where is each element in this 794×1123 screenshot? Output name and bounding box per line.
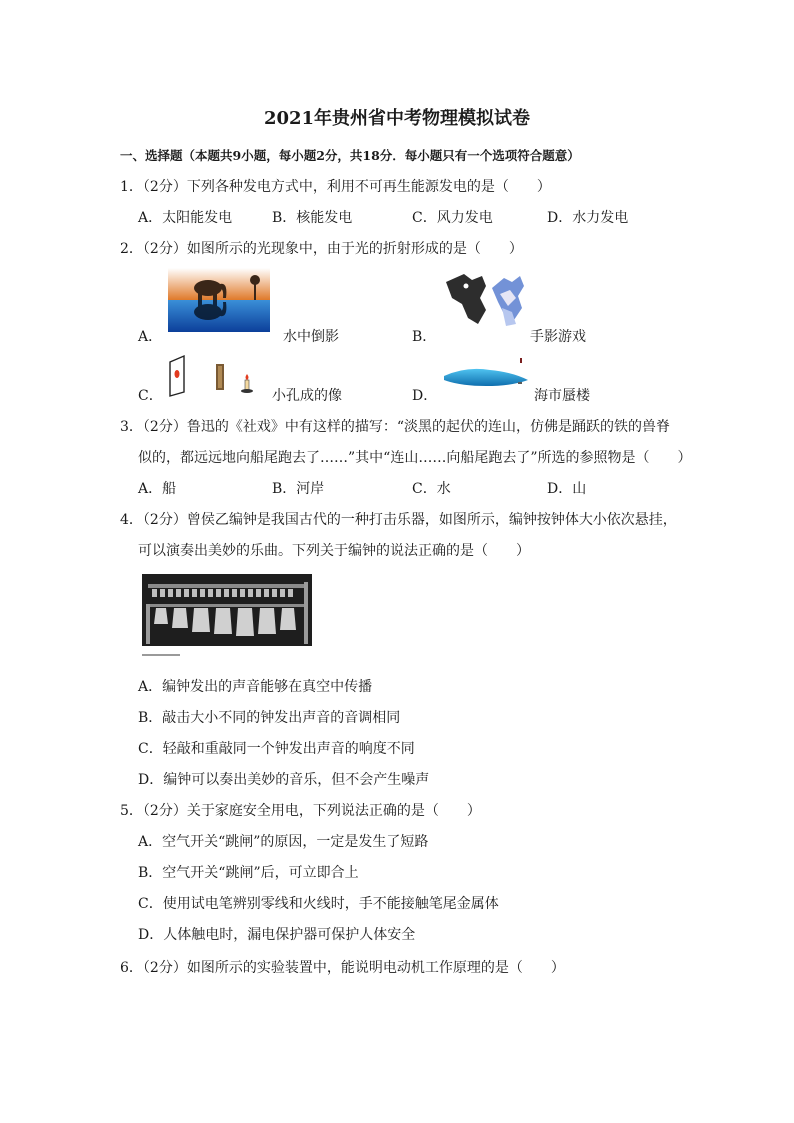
question-1-stem: 1．（2分）下列各种发电方式中，利用不可再生能源发电的是（ ） xyxy=(120,179,551,195)
mirage-figure xyxy=(442,356,530,396)
q1-option-c[interactable]: C．风力发电 xyxy=(412,210,493,226)
q2-option-b-caption: 手影游戏 xyxy=(530,329,586,345)
q2-option-c-letter[interactable]: C． xyxy=(138,388,163,404)
hand-shadow-figure xyxy=(442,268,530,332)
question-6-stem: 6．（2分）如图所示的实验装置中，能说明电动机工作原理的是（ ） xyxy=(120,960,565,976)
q2-option-b-letter[interactable]: B． xyxy=(412,329,437,345)
q2-option-d-caption: 海市蜃楼 xyxy=(534,388,590,404)
question-3-stem-line1: 3．（2分）鲁迅的《社戏》中有这样的描写：“淡黑的起伏的连山，仿佛是踊跃的铁的兽脊 xyxy=(120,419,670,435)
section-heading: 一、选择题（本题共9小题，每小题2分，共18分．每小题只有一个选项符合题意） xyxy=(120,148,580,163)
question-4-stem-line2: 可以演奏出美妙的乐曲。下列关于编钟的说法正确的是（ ） xyxy=(138,543,530,559)
q1-option-a[interactable]: A．太阳能发电 xyxy=(138,210,233,226)
q4-option-c[interactable]: C．轻敲和重敲同一个钟发出声音的响度不同 xyxy=(138,741,415,757)
question-4-stem-line1: 4．（2分）曾侯乙编钟是我国古代的一种打击乐器，如图所示，编钟按钟体大小依次悬挂， xyxy=(120,512,677,528)
bianzhong-bells-figure xyxy=(142,574,314,658)
q2-option-a-letter[interactable]: A． xyxy=(138,329,163,345)
q3-option-a[interactable]: A．船 xyxy=(138,481,177,497)
q5-option-c[interactable]: C．使用试电笔辨别零线和火线时，手不能接触笔尾金属体 xyxy=(138,896,499,912)
q4-option-a[interactable]: A．编钟发出的声音能够在真空中传播 xyxy=(138,679,373,695)
q4-option-d[interactable]: D．编钟可以奏出美妙的音乐，但不会产生噪声 xyxy=(138,772,430,788)
page-title: 2021年贵州省中考物理模拟试卷 xyxy=(263,108,531,129)
question-5-stem: 5．（2分）关于家庭安全用电，下列说法正确的是（ ） xyxy=(120,803,481,819)
q1-option-b[interactable]: B．核能发电 xyxy=(272,210,353,226)
elephant-reflection-figure xyxy=(168,268,270,332)
q2-option-c-caption: 小孔成的像 xyxy=(272,388,342,404)
q1-option-d[interactable]: D．水力发电 xyxy=(547,210,629,226)
pinhole-image-figure xyxy=(166,352,266,398)
question-2-stem: 2．（2分）如图所示的光现象中，由于光的折射形成的是（ ） xyxy=(120,241,523,257)
q5-option-a[interactable]: A．空气开关“跳闸”的原因，一定是发生了短路 xyxy=(138,834,429,850)
q5-option-b[interactable]: B．空气开关“跳闸”后，可立即合上 xyxy=(138,865,359,881)
q2-option-a-caption: 水中倒影 xyxy=(283,329,339,345)
q3-option-c[interactable]: C．水 xyxy=(412,481,451,497)
q4-option-b[interactable]: B．敲击大小不同的钟发出声音的音调相同 xyxy=(138,710,401,726)
q3-option-b[interactable]: B．河岸 xyxy=(272,481,325,497)
q3-option-d[interactable]: D．山 xyxy=(547,481,587,497)
q5-option-d[interactable]: D．人体触电时，漏电保护器可保护人体安全 xyxy=(138,927,416,943)
q2-option-d-letter[interactable]: D． xyxy=(412,388,438,404)
question-3-stem-line2: 似的，都远远地向船尾跑去了……”其中“连山……向船尾跑去了”所选的参照物是（ ） xyxy=(138,450,692,466)
